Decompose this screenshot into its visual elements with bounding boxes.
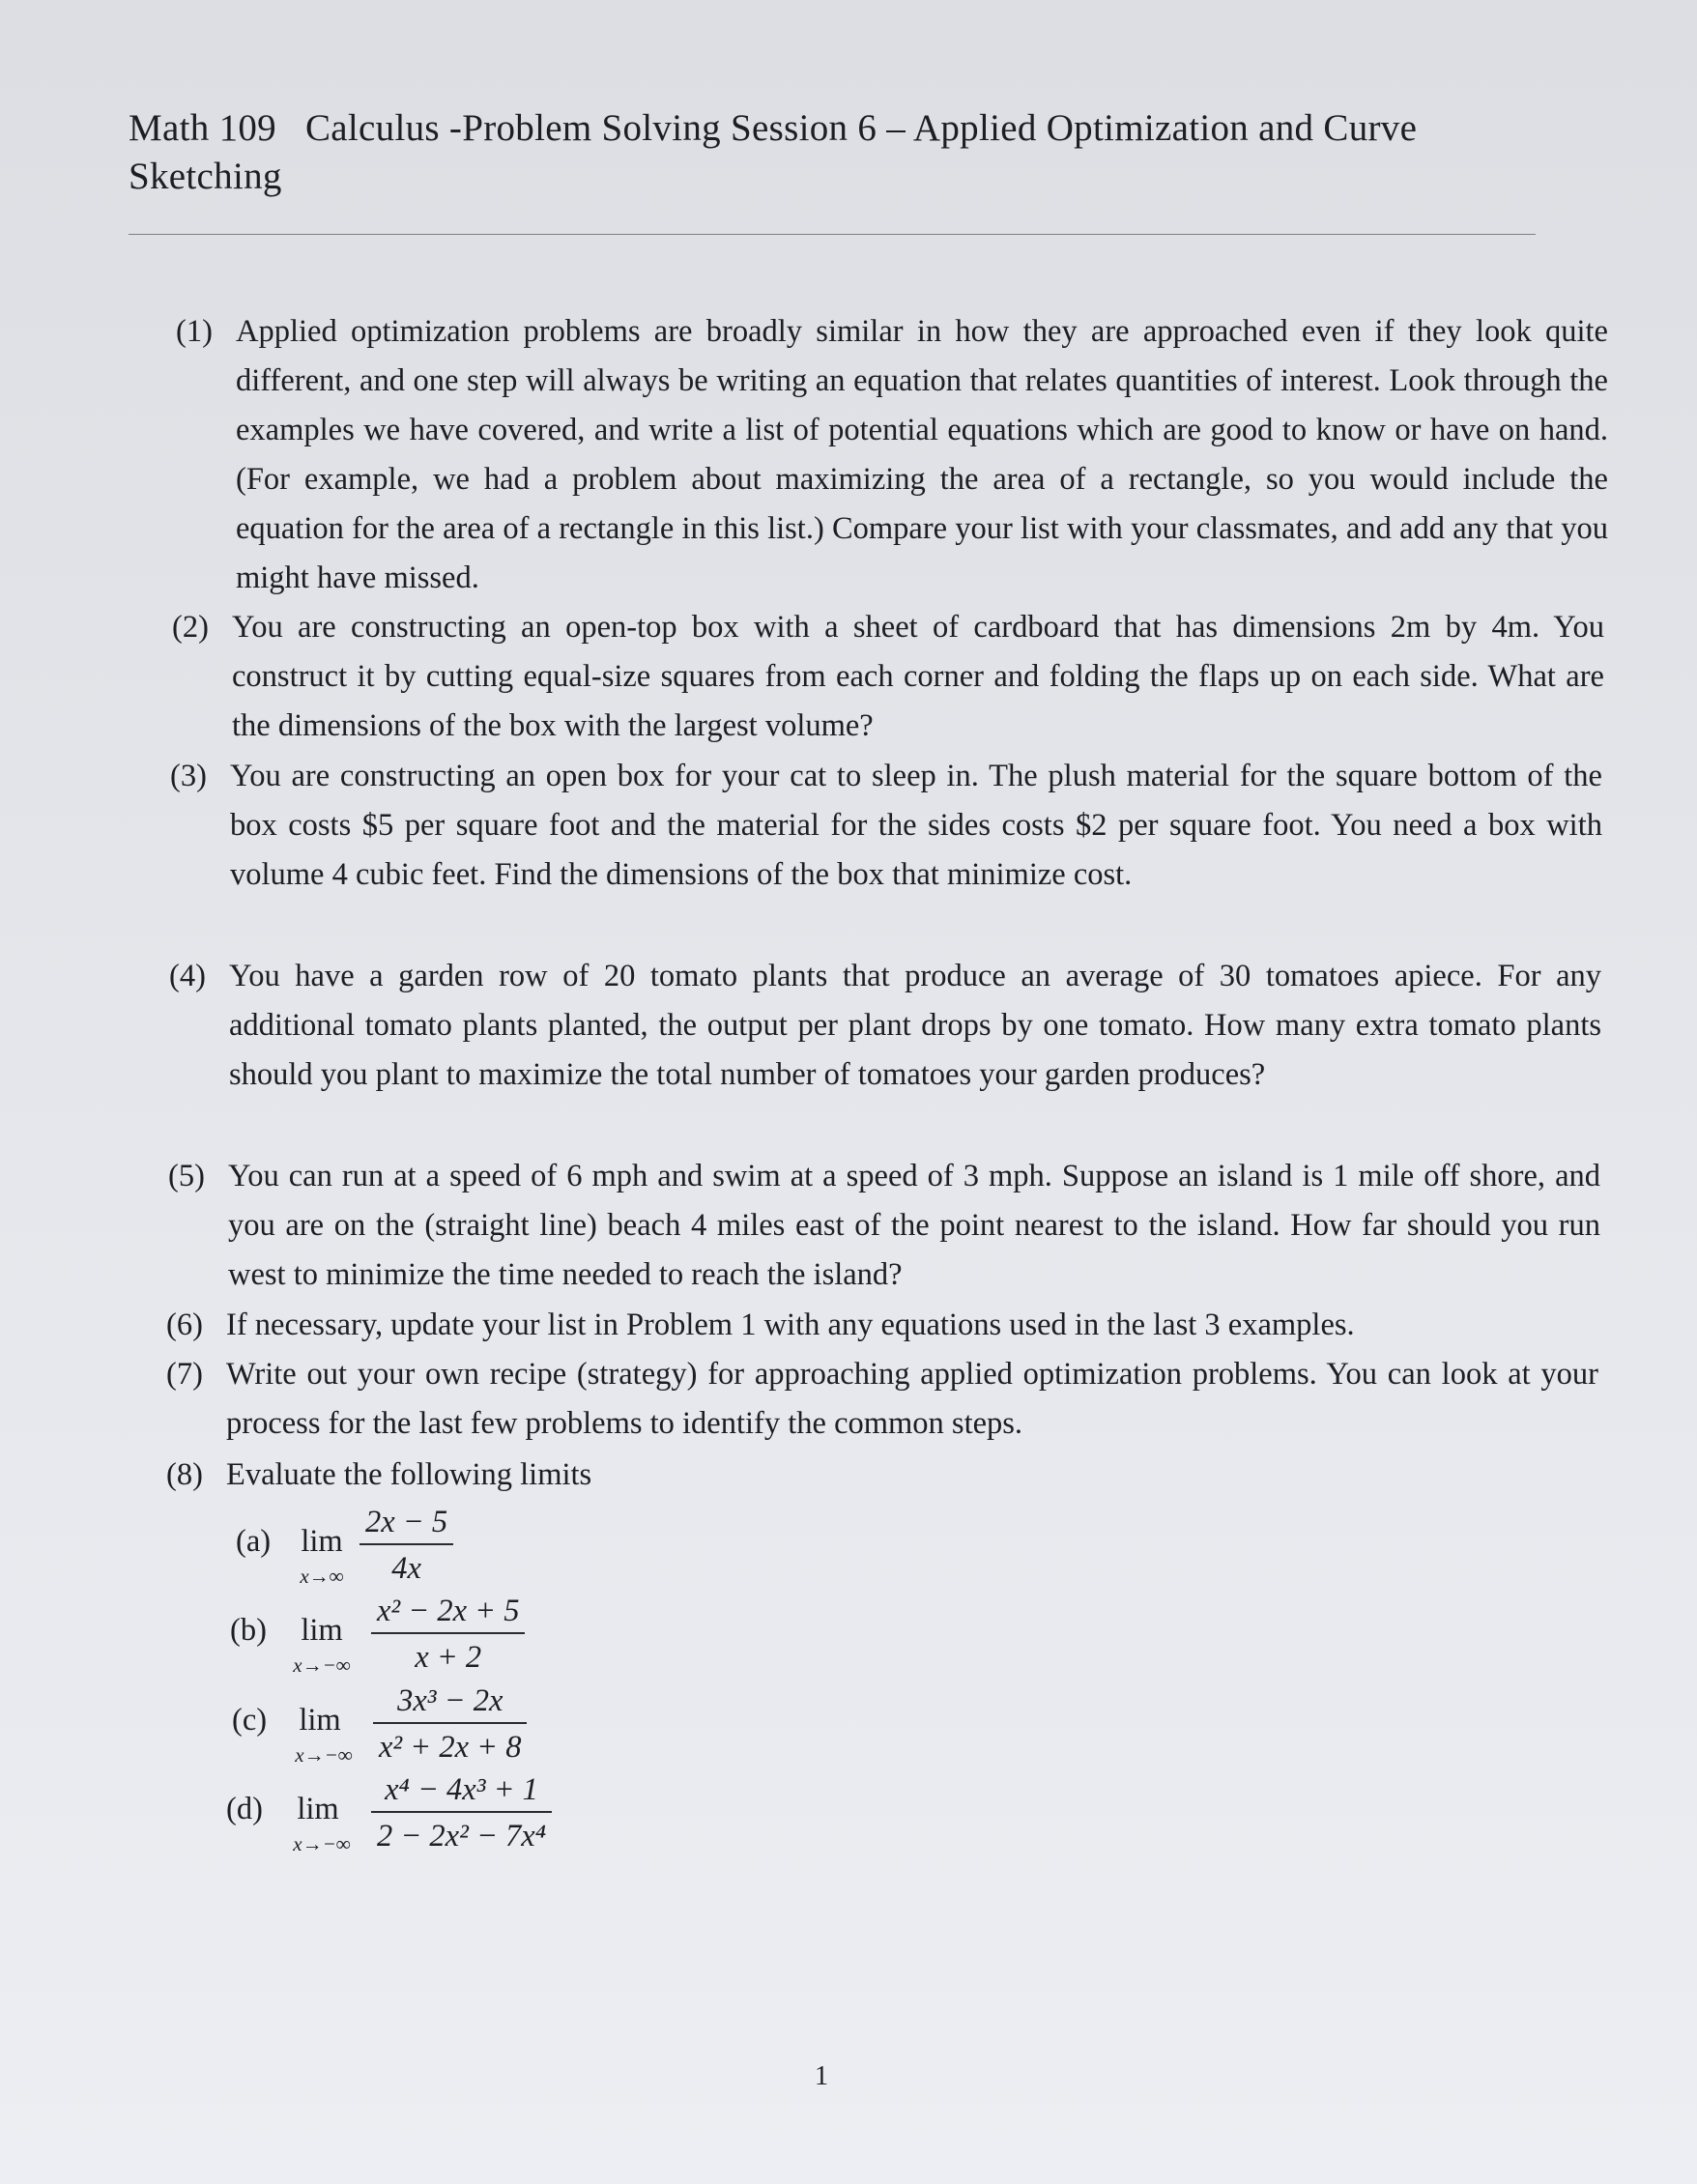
limit-fraction <box>371 1592 525 1677</box>
problem-6 <box>166 1301 1598 1350</box>
limit-c <box>232 1681 638 1770</box>
problem-number: (5) <box>168 1159 205 1193</box>
fraction-bar <box>360 1543 453 1545</box>
course-code: Math 109 <box>129 107 276 149</box>
problem-number: (3) <box>170 759 207 793</box>
limit-fraction <box>371 1770 552 1855</box>
fraction-denominator: x + 2 <box>415 1640 482 1675</box>
lim-operator: lim <box>297 1792 339 1826</box>
lim-operator: lim <box>299 1703 341 1738</box>
problem-number: (1) <box>176 314 213 349</box>
problem-5 <box>168 1152 1600 1300</box>
problem-text: You are constructing an open-top box with a sheet of cardboard that has dimensions 2m by 4m. You construct it by cutting equal-size squares from each corner and folding the flaps up on each side. What are the dimensions of the box with the largest volume? <box>232 610 1604 743</box>
limit-a <box>236 1503 642 1592</box>
problem-3 <box>170 752 1602 900</box>
page-number: 1 <box>815 2061 828 2091</box>
lim-operator: lim <box>301 1524 343 1559</box>
problem-text: You can run at a speed of 6 mph and swim at a speed of 3 mph. Suppose an island is 1 mile off shore, and you are on the (straight line) beach 4 miles east of the point nearest to the island. How far should you run west to minimize the time needed to reach the island? <box>228 1159 1600 1292</box>
fraction-numerator: x⁴ − 4x³ + 1 <box>385 1772 538 1807</box>
problem-text: Write out your own recipe (strategy) for approaching applied optimization problems. You can look at your process for the last few problems to identify the common steps. <box>226 1357 1598 1441</box>
limit-label: (b) <box>230 1613 267 1648</box>
fraction-denominator: 4x <box>391 1551 421 1586</box>
fraction-denominator: 2 − 2x² − 7x⁴ <box>377 1819 547 1854</box>
problem-4 <box>169 952 1601 1100</box>
problem-7 <box>166 1350 1598 1449</box>
problem-text: Applied optimization problems are broadly similar in how they are approached even if they look quite different, and one step will always be writing an equation that relates quantities of interest. Look through the examples we have covered, and write a list of potential equations which are good to know or have on hand. (For example, we had a problem about maximizing the area of a rectangle, so you would include the equation for the area of a rectangle in this list.) Compare your list with your classmates, and add any that you might have missed. <box>236 314 1608 595</box>
problem-number: (7) <box>166 1357 203 1392</box>
fraction-bar <box>373 1722 527 1724</box>
header-divider <box>129 234 1536 235</box>
lim-operator: lim <box>301 1613 343 1648</box>
problem-text: Evaluate the following limits <box>226 1457 592 1492</box>
lim-subscript: x→∞ <box>300 1565 344 1588</box>
problem-number: (8) <box>166 1457 203 1492</box>
problem-text: You are constructing an open box for your cat to sleep in. The plush material for the square bottom of the box costs $5 per square foot and the material for the sides costs $2 per square foot. You need a box with volume 4 cubic feet. Find the dimensions of the box that minimize cost. <box>230 759 1602 892</box>
problem-number: (6) <box>166 1308 203 1342</box>
limit-label: (d) <box>226 1792 263 1826</box>
fraction-numerator: x² − 2x + 5 <box>377 1594 520 1628</box>
limit-d <box>226 1770 632 1859</box>
problem-text: If necessary, update your list in Problem 1 with any equations used in the last 3 examples. <box>226 1308 1355 1342</box>
limit-b <box>230 1592 636 1681</box>
fraction-numerator: 2x − 5 <box>365 1505 448 1539</box>
problem-8 <box>166 1451 1598 1500</box>
problem-2 <box>172 603 1604 751</box>
lim-subscript: x→−∞ <box>293 1832 351 1855</box>
limit-label: (a) <box>236 1524 272 1559</box>
fraction-bar <box>371 1811 552 1813</box>
limit-label: (c) <box>232 1703 268 1738</box>
problem-1 <box>176 307 1608 603</box>
limit-fraction <box>360 1503 453 1588</box>
fraction-numerator: 3x³ − 2x <box>397 1683 503 1718</box>
fraction-denominator: x² + 2x + 8 <box>379 1730 522 1765</box>
lim-subscript: x→−∞ <box>293 1653 351 1677</box>
lim-subscript: x→−∞ <box>295 1743 353 1767</box>
problem-number: (2) <box>172 610 209 645</box>
limit-fraction <box>373 1681 527 1767</box>
page-title <box>129 104 1547 201</box>
problem-number: (4) <box>169 959 206 993</box>
session-title: Calculus -Problem Solving Session 6 – Applied Optimization and Curve Sketching <box>129 107 1418 197</box>
fraction-bar <box>371 1632 525 1634</box>
problem-text: You have a garden row of 20 tomato plants that produce an average of 30 tomatoes apiece. For any additional tomato plants planted, the output per plant drops by one tomato. How many extra tomato plants should you plant to maximize the total number of tomatoes your garden produces? <box>229 959 1601 1092</box>
